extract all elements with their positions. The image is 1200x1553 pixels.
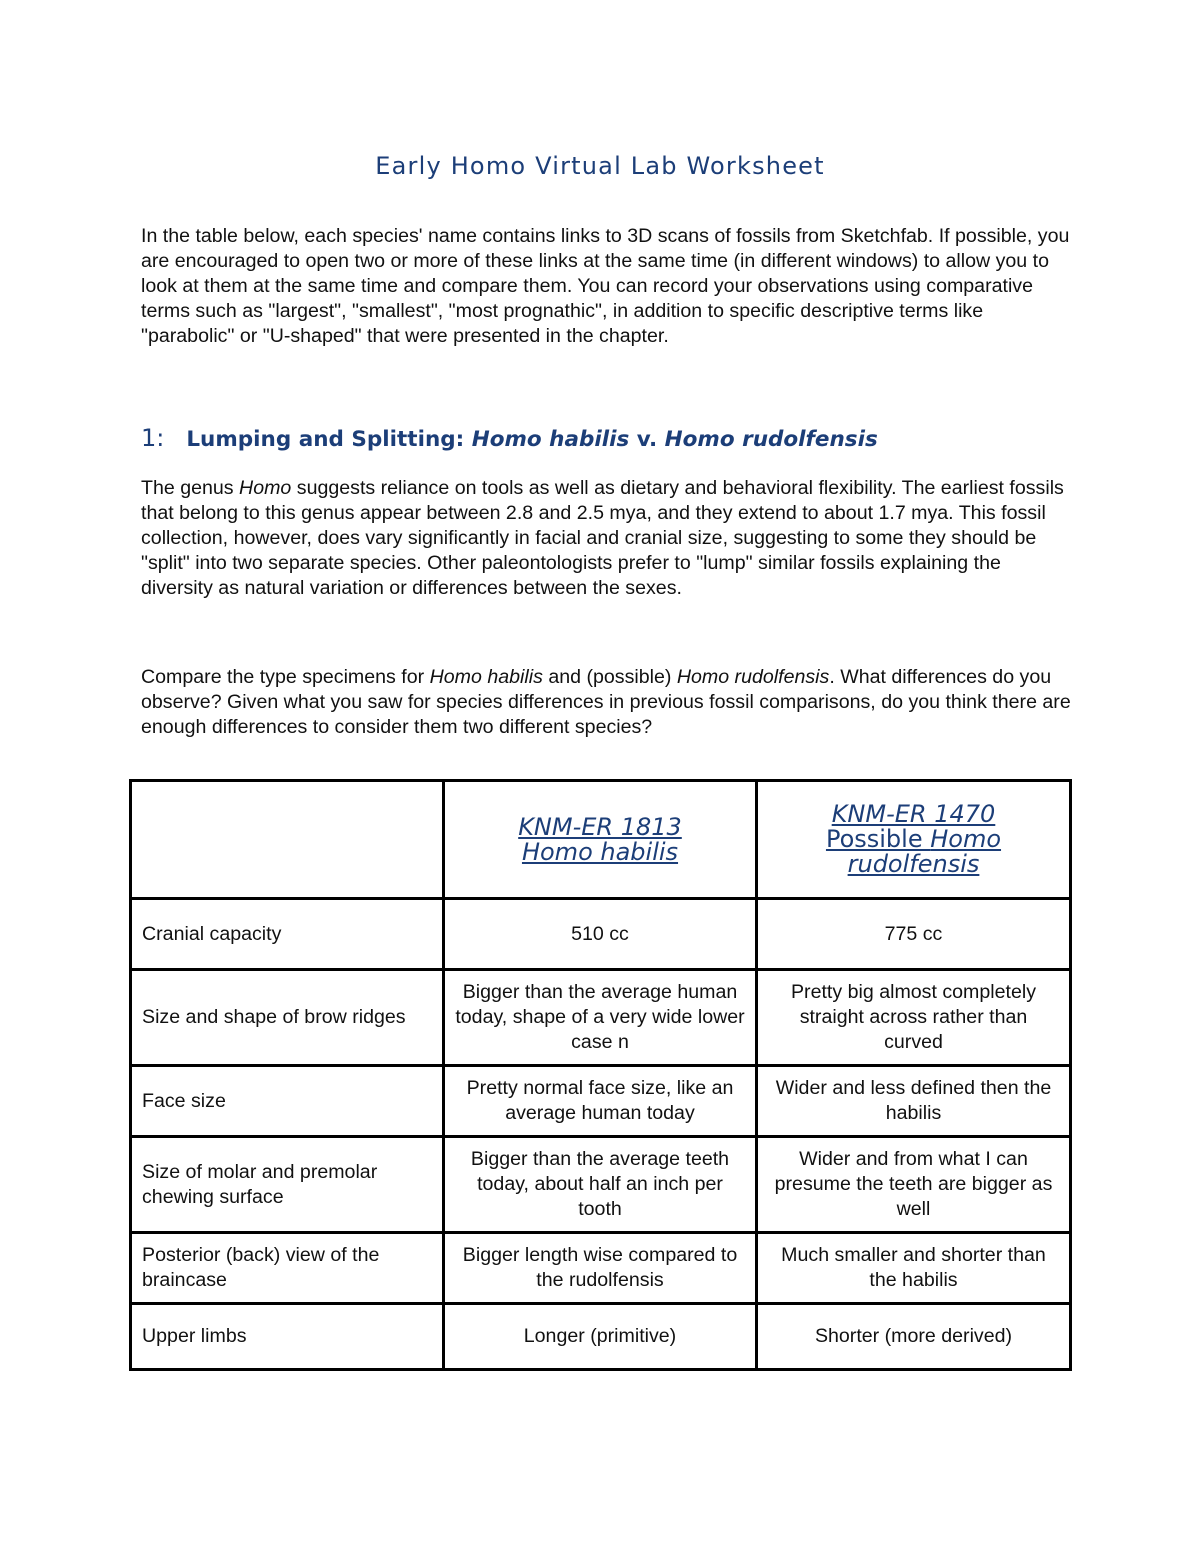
habilis-value: Bigger than the average human today, shape of a very wide lower case n	[444, 970, 757, 1066]
header-cell-rudolfensis[interactable]	[757, 781, 1071, 899]
genus-paragraph	[141, 476, 1071, 601]
genus-paragraph-start: The genus	[141, 477, 240, 499]
species-link-rudolfensis[interactable]	[768, 827, 1059, 852]
compare-paragraph	[141, 665, 1071, 740]
section-heading-species-1: Homo habilis	[471, 427, 630, 452]
table-row	[131, 1304, 1071, 1370]
habilis-value: Bigger length wise compared to the rudolfensis	[444, 1233, 757, 1304]
habilis-value: Longer (primitive)	[444, 1304, 757, 1370]
species-genus[interactable]: Homo	[930, 825, 1002, 853]
rudolfensis-value: Much smaller and shorter than the habilis	[757, 1233, 1071, 1304]
table-row	[131, 899, 1071, 970]
species-link-habilis[interactable]: Homo habilis	[521, 837, 679, 866]
table-row	[131, 1137, 1071, 1233]
habilis-value: Pretty normal face size, like an average human today	[444, 1066, 757, 1137]
table-row	[131, 970, 1071, 1066]
rudolfensis-value: Pretty big almost completely straight across rather than curved	[757, 970, 1071, 1066]
row-label: Size of molar and premolar chewing surface	[131, 1137, 444, 1233]
row-label: Posterior (back) view of the braincase	[131, 1233, 444, 1304]
compare-paragraph-end: . What differences do you observe? Given what you saw for species differences in previous fossil comparisons, do you think there are enough differences to consider them two different species?	[141, 666, 1071, 738]
table-header-row	[131, 781, 1071, 899]
page-title: Early Homo Virtual Lab Worksheet	[375, 152, 825, 180]
genus-italic: Homo	[239, 477, 292, 499]
intro-paragraph: In the table below, each species' name contains links to 3D scans of fossils from Sketchfab. If possible, you are encouraged to open two or more of these links at the same time (in different windows) to allow you to look at them at the same time and compare them. You can record your observations using comparative terms such as "largest", "smallest", "most prognathic", in addition to specific descriptive terms like "parabolic" or "U-shaped" that were presented in the chapter.	[141, 225, 1070, 347]
rudolfensis-value: Wider and from what I can presume the teeth are bigger as well	[757, 1137, 1071, 1233]
table-row	[131, 1066, 1071, 1137]
habilis-value: Bigger than the average teeth today, about half an inch per tooth	[444, 1137, 757, 1233]
rudolfensis-value: Shorter (more derived)	[757, 1304, 1071, 1370]
row-label: Upper limbs	[131, 1304, 444, 1370]
section-heading-text: Lumping and Splitting:	[186, 427, 472, 452]
genus-paragraph-rest: suggests reliance on tools as well as dietary and behavioral flexibility. The earliest fossils that belong to this genus appear between 2.8 and 2.5 mya, and they extend to about 1.7 mya. This fossil collection, however, does vary significantly in facial and cranial size, suggesting to some they should be "split" into two separate species. Other paleontologists prefer to "lump" similar fossils explaining the diversity as natural variation or differences between the sexes.	[141, 477, 1064, 599]
row-label: Face size	[131, 1066, 444, 1137]
compare-paragraph-start: Compare the type specimens for	[141, 666, 430, 688]
possible-prefix[interactable]: Possible	[825, 825, 931, 853]
species-epithet[interactable]: rudolfensis	[847, 850, 980, 878]
header-empty-cell	[131, 781, 444, 899]
compare-species-2: Homo rudolfensis	[676, 666, 830, 688]
section-heading-versus: v.	[629, 427, 665, 452]
specimen-link-1470[interactable]: KNM-ER 1470	[831, 800, 996, 828]
section-number: 1:	[141, 424, 165, 452]
rudolfensis-value: Wider and less defined then the habilis	[757, 1066, 1071, 1137]
header-cell-habilis[interactable]	[444, 781, 757, 899]
compare-paragraph-mid: and (possible)	[542, 666, 677, 688]
section-heading-species-2: Homo rudolfensis	[664, 427, 878, 452]
rudolfensis-value: 775 cc	[757, 899, 1071, 970]
row-label: Size and shape of brow ridges	[131, 970, 444, 1066]
compare-species-1: Homo habilis	[429, 666, 543, 688]
section-heading	[141, 424, 878, 452]
specimen-link-1813[interactable]: KNM-ER 1813	[518, 812, 682, 841]
comparison-table	[129, 779, 1072, 1371]
table-row	[131, 1233, 1071, 1304]
row-label: Cranial capacity	[131, 899, 444, 970]
habilis-value: 510 cc	[444, 899, 757, 970]
